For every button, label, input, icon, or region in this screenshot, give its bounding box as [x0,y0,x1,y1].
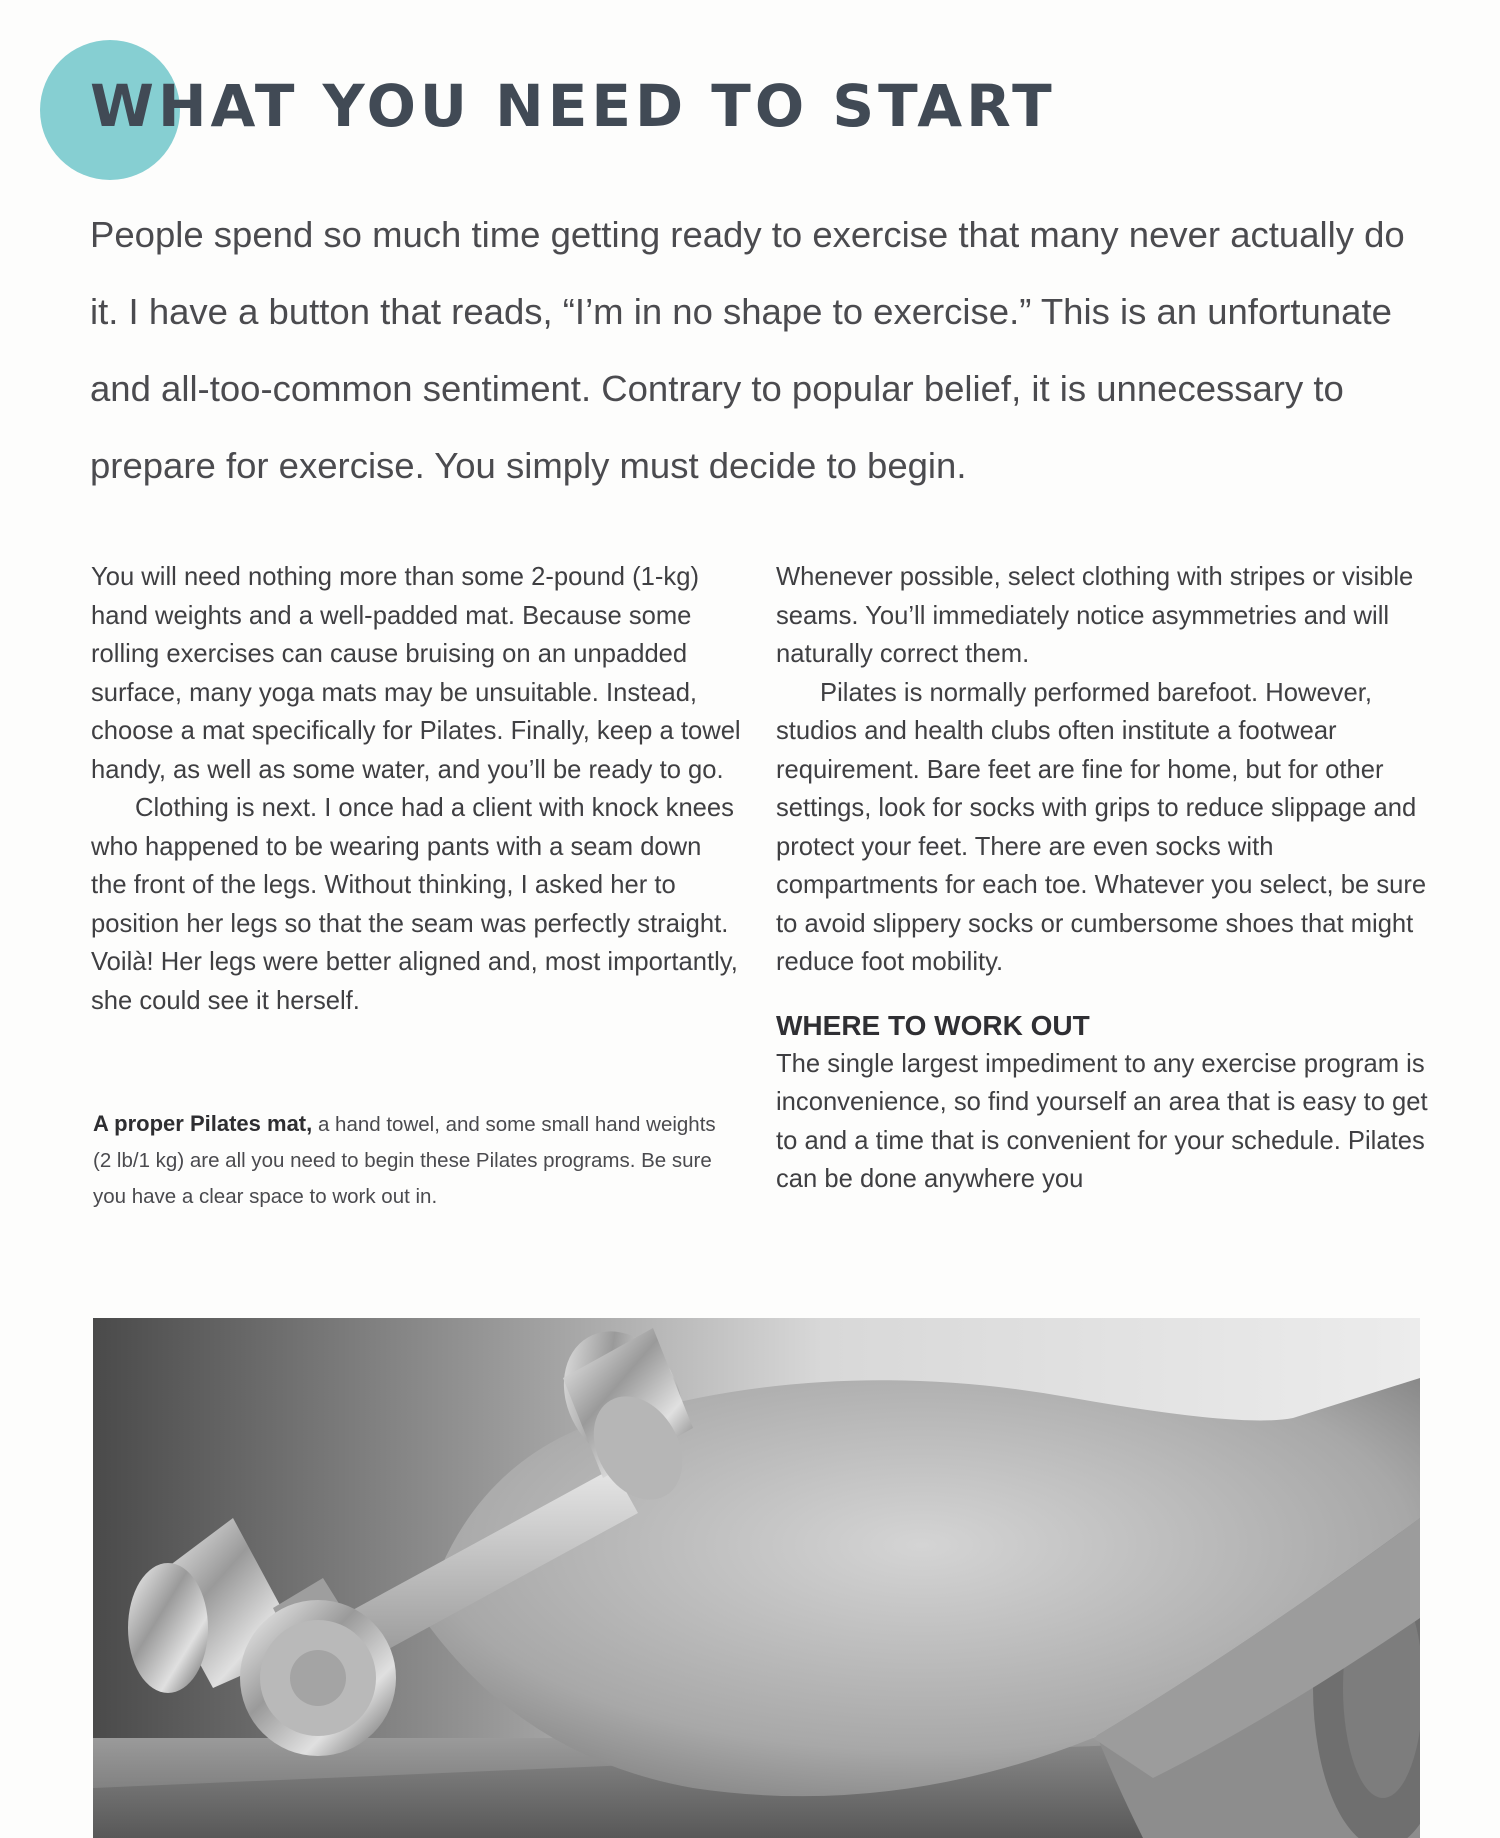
photo-caption [93,1106,733,1215]
intro-paragraph: People spend so much time getting ready to exercise that many never actually do it. I have a button that reads, “I’m in no shape to exercise.” This is an unfortunate and all-too-common sentiment. Contrary to popular belief, it is unnecessary to prepare for exercise. You simply must decide to begin. [90,214,1405,486]
section-subheading: WHERE TO WORK OUT [776,1009,1090,1041]
caption-text: a hand towel, and some small hand weights (2 lb/1 kg) are all you need to begin these Pilates programs. Be sure you have a clear space to work out in. [93,1113,716,1208]
body-paragraph-equipment: You will need nothing more than some 2-pound (1-kg) hand weights and a well-padded mat. Because some rolling exercises can cause bruising on an unpadded surface, many yoga mats may be unsuitable. Instead, choose a mat specifically for Pilates. Finally, keep a towel handy, as well as some water, and you’ll be ready to go. [91,563,741,784]
equipment-illustration [93,1318,1420,1838]
page-title: WHAT YOU NEED TO START [90,72,1056,140]
body-paragraph-stripes: Whenever possible, select clothing with stripes or visible seams. You’ll immediately notice asymmetries and will naturally correct them. [776,563,1414,668]
left-column [91,558,741,1020]
equipment-photo [93,1318,1420,1838]
body-paragraph-footwear: Pilates is normally performed barefoot. However, studios and health clubs often institute a footwear requirement. Bare feet are fine for home, but for other settings, look for socks with grips to reduce slippage and protect your feet. There are even socks with compartments for each toe. Whatever you select, be sure to avoid slippery socks or cumbersome shoes that might reduce foot mobility. [776,678,1427,976]
right-column [776,558,1436,1199]
body-paragraph-clothing: Clothing is next. I once had a client with knock knees who happened to be wearing pants with a seam down the front of the legs. Without thinking, I asked her to position her legs so that the seam was perfectly straight. Voilà! Her legs were better aligned and, most importantly, she could see it herself. [91,794,738,1015]
caption-lead: A proper Pilates mat, [93,1111,313,1136]
body-paragraph-workout-location: The single largest impediment to any exercise program is inconvenience, so find yourself an area that is easy to get to and a time that is convenient for your schedule. Pilates can be done anywhere you [776,1049,1428,1193]
